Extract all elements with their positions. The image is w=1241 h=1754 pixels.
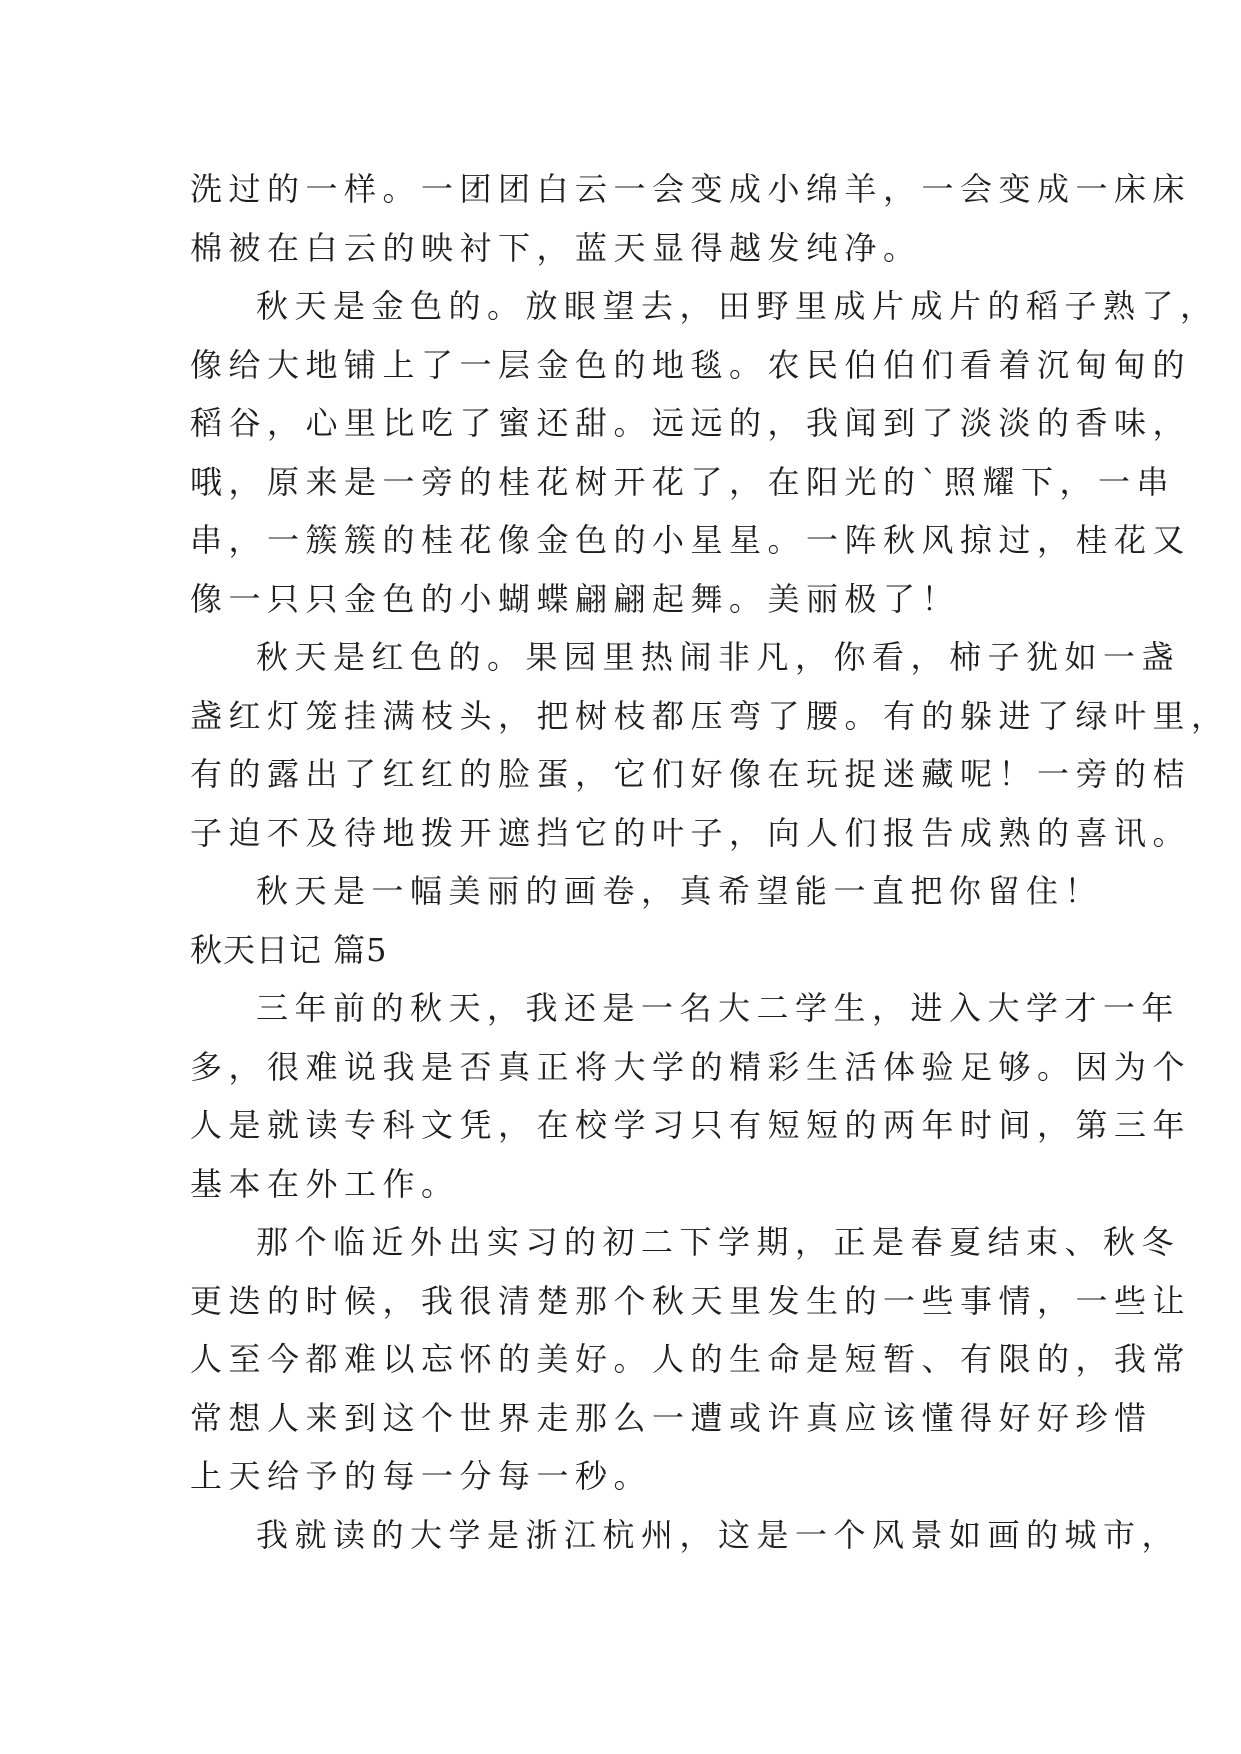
text-line: 人是就读专科文凭，在校学习只有短短的两年时间，第三年: [190, 1106, 1192, 1144]
section-heading: 秋天日记 篇5: [190, 930, 388, 969]
text-line: 常想人来到这个世界走那么一遭或许真应该懂得好好珍惜: [190, 1398, 1153, 1437]
text-line: 人至今都难以忘怀的美好。人的生命是短暂、有限的，我常: [190, 1340, 1192, 1378]
text-line: 更迭的时候，我很清楚那个秋天里发生的一些事情，一些让: [190, 1281, 1192, 1320]
paragraph-start-line: 那个临近外出实习的初二下学期，正是春夏结束、秋冬: [256, 1223, 1181, 1261]
paragraph-start-line: 秋天是一幅美丽的画卷，真希望能一直把你留住！: [256, 872, 1104, 910]
paragraph-start-line: 我就读的大学是浙江杭州，这是一个风景如画的城市，: [256, 1515, 1181, 1554]
text-line: 上天给予的每一分每一秒。: [190, 1457, 653, 1495]
text-line: 哦，原来是一旁的桂花树开花了，在阳光的`照耀下，一串: [190, 462, 1176, 501]
text-line: 棉被在白云的映衬下，蓝天显得越发纯净。: [190, 228, 922, 267]
text-line: 有的露出了红红的脸蛋，它们好像在玩捉迷藏呢！一旁的桔: [190, 755, 1192, 793]
article-body: [190, 160, 1230, 1564]
text-line: 子迫不及待地拨开遮挡它的叶子，向人们报告成熟的喜讯。: [190, 813, 1192, 852]
text-line: 像给大地铺上了一层金色的地毯。农民伯伯们看着沉甸甸的: [190, 345, 1192, 384]
text-line: 多，很难说我是否真正将大学的精彩生活体验足够。因为个: [190, 1047, 1192, 1086]
paragraph-start-line: 三年前的秋天，我还是一名大二学生，进入大学才一年: [256, 989, 1181, 1027]
text-line: 盏红灯笼挂满枝头，把树枝都压弯了腰。有的躲进了绿叶里，: [190, 696, 1230, 735]
text-line: 像一只只金色的小蝴蝶翩翩起舞。美丽极了！: [190, 579, 961, 618]
paragraph-start-line: 秋天是金色的。放眼望去，田野里成片成片的稻子熟了，: [256, 287, 1219, 325]
text-line: 串，一簇簇的桂花像金色的小星星。一阵秋风掠过，桂花又: [190, 521, 1192, 559]
text-line: 稻谷，心里比吃了蜜还甜。远远的，我闻到了淡淡的香味，: [190, 404, 1192, 442]
text-line: 基本在外工作。: [190, 1164, 460, 1203]
paragraph-start-line: 秋天是红色的。果园里热闹非凡，你看，柿子犹如一盏: [256, 638, 1181, 676]
text-line: 洗过的一样。一团团白云一会变成小绵羊，一会变成一床床: [190, 170, 1192, 208]
